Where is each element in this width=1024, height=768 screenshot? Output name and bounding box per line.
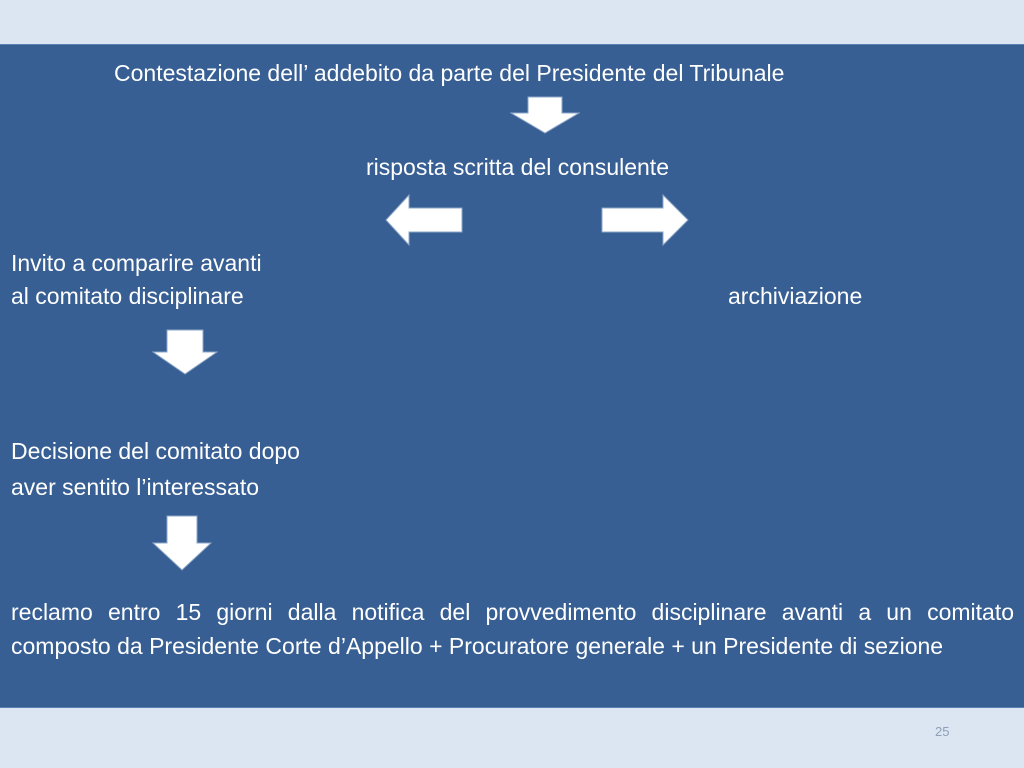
step-contestazione: Contestazione dell’ addebito da parte del Presidente del Tribunale xyxy=(114,60,785,86)
step-risposta: risposta scritta del consulente xyxy=(366,154,669,180)
step-decisione-line2: aver sentito l’interessato xyxy=(11,474,260,500)
left-arrow-icon xyxy=(385,194,463,246)
step-invito-line2: al comitato disciplinare xyxy=(11,283,244,309)
step-invito-line1: Invito a comparire avanti xyxy=(11,250,262,276)
page-number: 25 xyxy=(935,724,950,739)
content-panel xyxy=(0,44,1024,708)
down-arrow-icon xyxy=(152,329,218,375)
step-archiviazione: archiviazione xyxy=(728,283,863,309)
right-arrow-icon xyxy=(601,194,689,246)
step-decisione-line1: Decisione del comitato dopo xyxy=(11,438,300,464)
down-arrow-icon xyxy=(152,515,212,571)
step-reclamo: reclamo entro 15 giorni dalla notifica del provvedimento disciplinare avanti a un comitato composto da Presidente Corte d’Appello + Procuratore generale + un Presidente di sezione xyxy=(11,599,1014,659)
down-arrow-icon xyxy=(510,96,580,134)
